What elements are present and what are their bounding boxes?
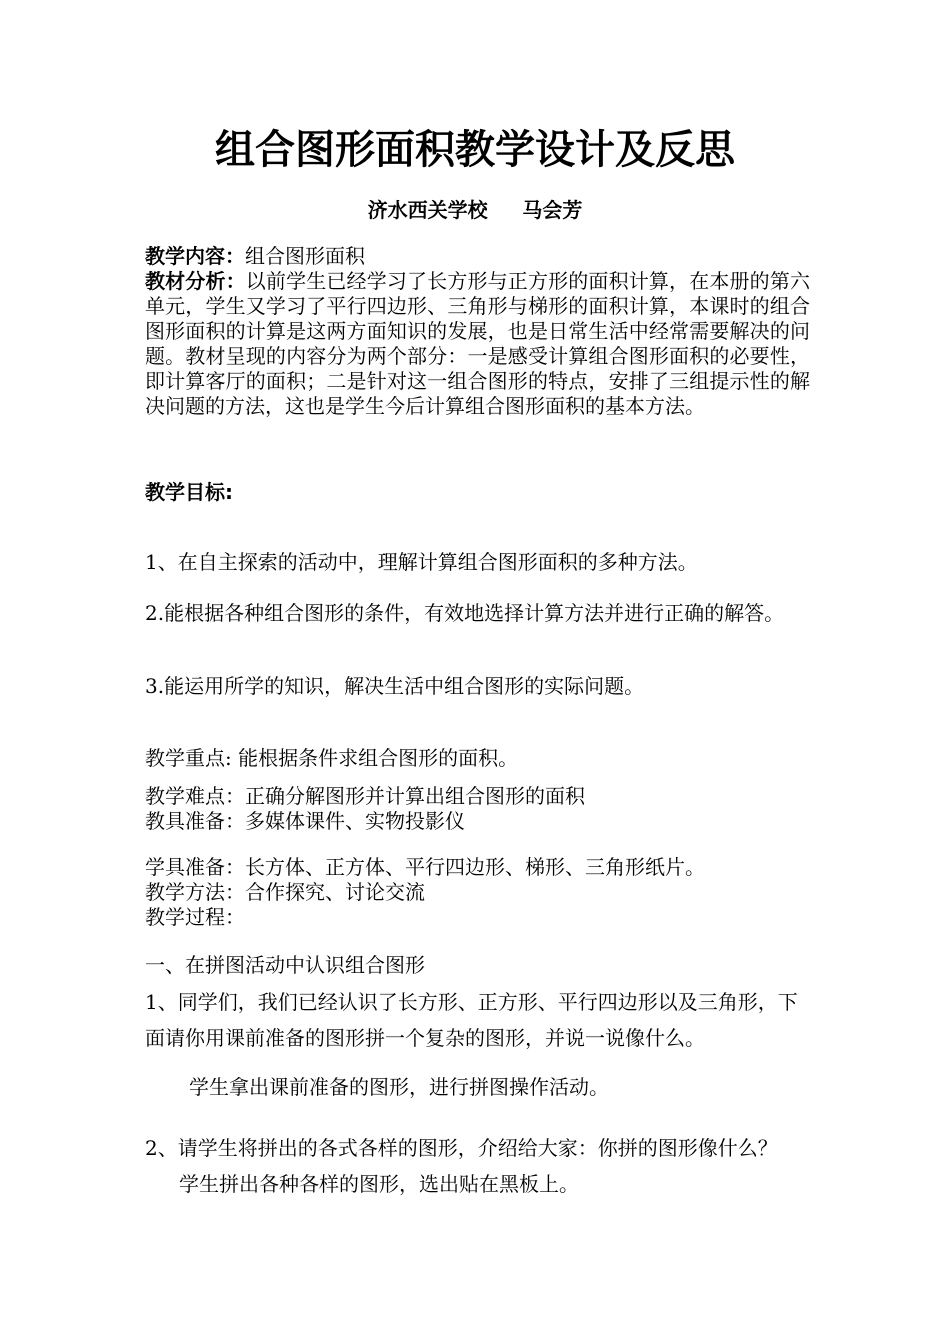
goal-item: 1、在自主探索的活动中，理解计算组合图形面积的多种方法。 bbox=[145, 550, 698, 574]
step-1-note: 学生拿出课前准备的图形，进行拼图操作活动。 bbox=[189, 1075, 609, 1099]
analysis-paragraph bbox=[145, 269, 810, 419]
author-line: 济水西关学校 马会芳 bbox=[367, 198, 583, 222]
analysis-text: 以前学生已经学习了长方形与正方形的面积计算，在本册的第六单元，学生又学习了平行四边形、三角形与梯形的面积计算，本课时的组合图形面积的计算是这两方面知识的发展，也是日常生活中经常需要解决的问题。教材呈现的内容分为两个部分：一是感受计算组合图形面积的必要性，即计算客厅的面积；二是针对这一组合图形的特点，安排了三组提示性的解决问题的方法，这也是学生今后计算组合图形面积的基本方法。 bbox=[145, 269, 810, 418]
step-1: 1、同学们，我们已经认识了长方形、正方形、平行四边形以及三角形，下面请你用课前准备的图形拼一个复杂的图形，并说一说像什么。 bbox=[145, 990, 798, 1050]
goal-item: 3.能运用所学的知识，解决生活中组合图形的实际问题。 bbox=[145, 674, 645, 698]
goal-item: 2.能根据各种组合图形的条件，有效地选择计算方法并进行正确的解答。 bbox=[145, 601, 785, 625]
key-point: 教学重点: 能根据条件求组合图形的面积。 bbox=[145, 746, 519, 770]
step-2-note: 学生拼出各种各样的图形，选出贴在黑板上。 bbox=[179, 1172, 579, 1196]
step-2: 2、请学生将拼出的各式各样的图形，介绍给大家：你拼的图形像什么？ bbox=[145, 1136, 778, 1160]
teaching-method: 教学方法：合作探究、讨论交流 bbox=[145, 880, 425, 904]
goals-heading: 教学目标: bbox=[145, 480, 233, 504]
content-text: 组合图形面积 bbox=[245, 244, 365, 268]
difficult-point: 教学难点：正确分解图形并计算出组合图形的面积 bbox=[145, 784, 585, 808]
section-heading: 一、在拼图活动中认识组合图形 bbox=[145, 953, 425, 977]
document-title: 组合图形面积教学设计及反思 bbox=[215, 127, 735, 173]
student-tools: 学具准备：长方体、正方体、平行四边形、梯形、三角形纸片。 bbox=[145, 855, 705, 879]
content-label: 教学内容： bbox=[145, 244, 245, 268]
content-paragraph bbox=[145, 244, 810, 269]
teacher-tools: 教具准备：多媒体课件、实物投影仪 bbox=[145, 809, 465, 833]
analysis-label: 教材分析： bbox=[145, 269, 246, 293]
teaching-process: 教学过程： bbox=[145, 905, 245, 929]
